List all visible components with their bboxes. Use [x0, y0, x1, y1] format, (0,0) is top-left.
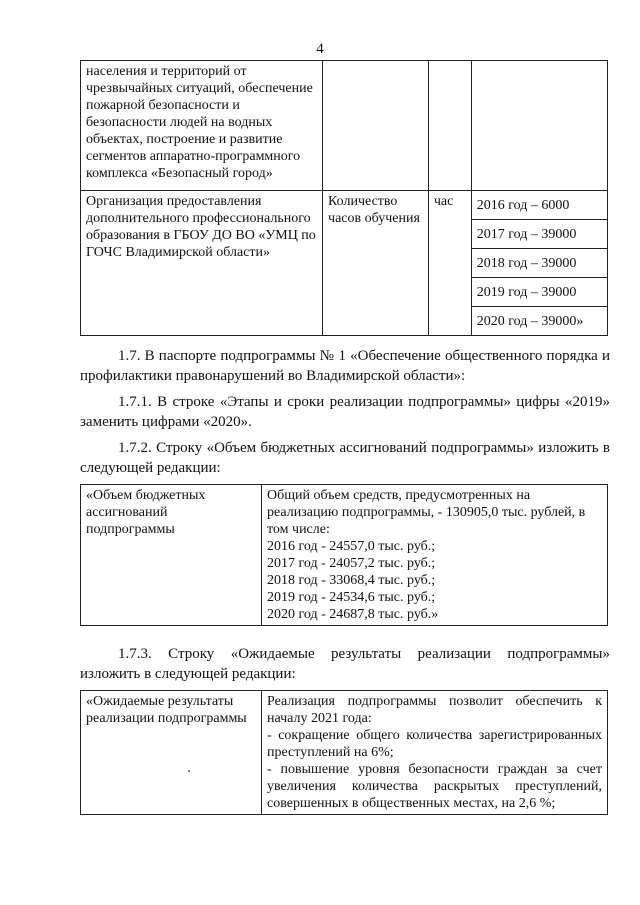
- year-value: 2016 год – 6000: [471, 191, 607, 220]
- budget-line: 2016 год - 24557,0 тыс. руб.;: [267, 539, 436, 554]
- paragraph-1-7-2: 1.7.2. Строку «Объем бюджетных ассигнований подпрограммы» изложить в следующей редакции:: [80, 440, 610, 476]
- table-cell-content: [262, 485, 608, 626]
- budget-line: 2020 год - 24687,8 тыс. руб.»: [267, 607, 439, 622]
- results-item: - повышение уровня безопасности граждан за счет увеличения количества раскрытых преступлений, совершенных в общественных местах, на 2,6 %;: [267, 762, 602, 811]
- table-cell: Количество часов обучения: [323, 191, 429, 336]
- paragraph-1-7: 1.7. В паспорте подпрограммы № 1 «Обеспечение общественного порядка и профилактики правонарушений во Владимирской области»:: [80, 348, 610, 384]
- year-value: 2018 год – 39000: [471, 249, 607, 278]
- budget-line: 2017 год - 24057,2 тыс. руб.;: [267, 556, 436, 571]
- budget-line: 2019 год - 24534,6 тыс. руб.;: [267, 590, 436, 605]
- results-intro: Реализация подпрограммы позволит обеспечить к началу 2021 года:: [267, 694, 602, 726]
- year-value: 2019 год – 39000: [471, 278, 607, 307]
- table-cell: населения и территорий от чрезвычайных ситуаций, обеспечение пожарной безопасности и безопасности людей на водных объектах, построение и развитие сегментов аппаратно-программного комплекса «Безопасный город»: [81, 61, 323, 191]
- table-cell-label: «Ожидаемые результаты реализации подпрограммы: [81, 691, 262, 815]
- year-value: 2017 год – 39000: [471, 220, 607, 249]
- results-table: [80, 690, 608, 815]
- table-row: [81, 485, 608, 626]
- table-row: [81, 61, 608, 191]
- table-cell: [471, 61, 607, 191]
- table-cell-label: «Объем бюджетных ассигнований подпрограммы: [81, 485, 262, 626]
- table-cell: [428, 61, 471, 191]
- budget-line: 2018 год - 33068,4 тыс. руб.;: [267, 573, 436, 588]
- table-row: [81, 191, 608, 220]
- page-number: 4: [316, 41, 324, 57]
- table-cell-content: [262, 691, 608, 815]
- table-row: [81, 691, 608, 815]
- table-cell: [323, 61, 429, 191]
- scan-speck: [188, 770, 190, 772]
- indicators-table: [80, 60, 608, 336]
- table-cell: Организация предоставления дополнительного профессионального образования в ГБОУ ДО ВО «УМЦ по ГОЧС Владимирской области»: [81, 191, 323, 336]
- budget-table: [80, 484, 608, 626]
- year-value: 2020 год – 39000»: [471, 307, 607, 336]
- budget-intro: Общий объем средств, предусмотренных на реализацию подпрограммы, - 130905,0 тыс. рублей, в том числе:: [267, 488, 586, 537]
- table-cell: час: [428, 191, 471, 336]
- results-item: - сокращение общего количества зарегистрированных преступлений на 6%;: [267, 728, 602, 760]
- paragraph-1-7-3: 1.7.3. Строку «Ожидаемые результаты реализации подпрограммы» изложить в следующей редакции:: [80, 646, 610, 682]
- paragraph-1-7-1: 1.7.1. В строке «Этапы и сроки реализации подпрограммы» цифры «2019» заменить цифрами «2020».: [80, 394, 610, 430]
